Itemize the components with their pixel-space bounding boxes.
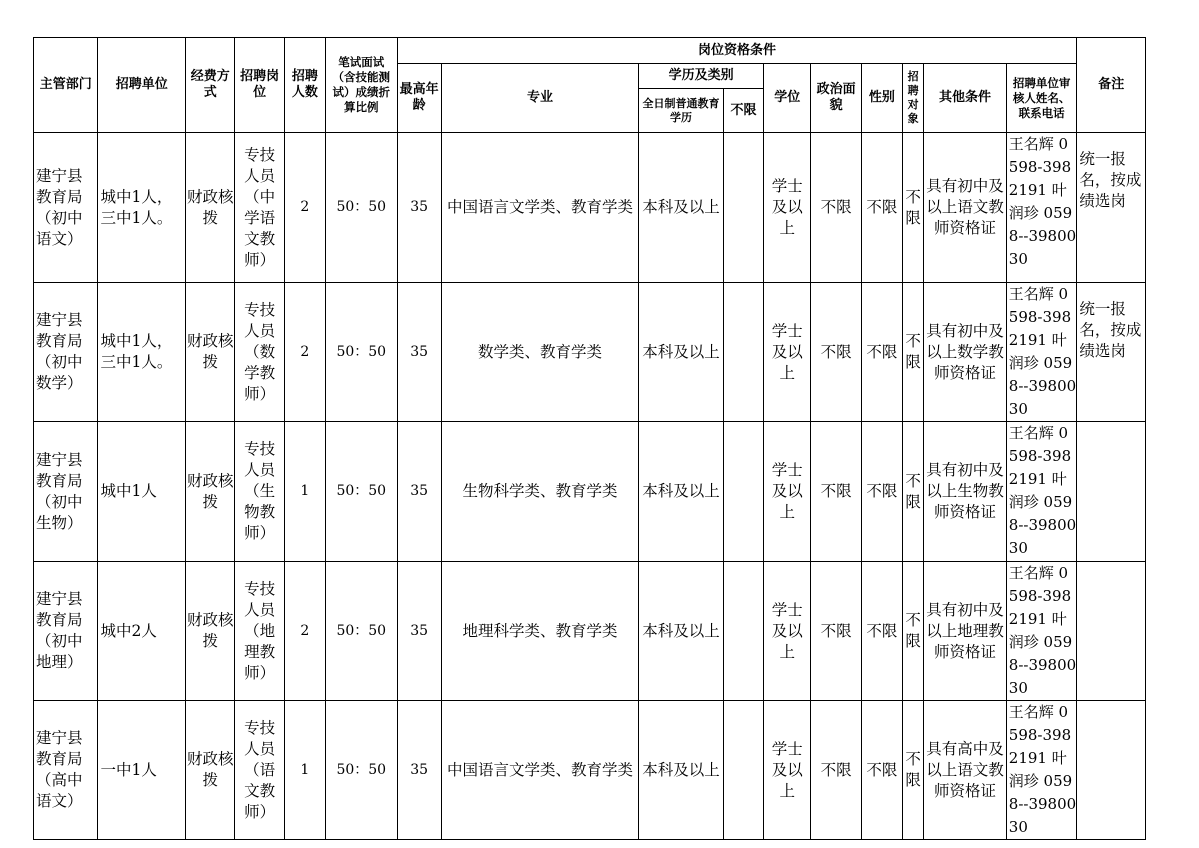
row-degree: 学士及以上: [764, 133, 811, 283]
row-count: 1: [284, 422, 325, 562]
row-other: 具有初中及以上地理教师资格证: [924, 562, 1007, 701]
row-target: 不限: [903, 562, 924, 701]
row-position: 专技人员（中学语文教师）: [235, 133, 284, 283]
row-ratio: 50：50: [326, 133, 398, 283]
row-unlimited: [723, 562, 763, 701]
row-unlimited: [723, 701, 763, 840]
row-political: 不限: [811, 562, 861, 701]
row-position: 专技人员（地理教师）: [235, 562, 284, 701]
row-political: 不限: [811, 701, 861, 840]
row-max-age: 35: [397, 562, 441, 701]
row-political: 不限: [811, 133, 861, 283]
header-qualifications: 岗位资格条件: [397, 38, 1077, 64]
row-other: 具有高中及以上语文教师资格证: [924, 701, 1007, 840]
table-row: [34, 133, 1146, 283]
row-dept: 建宁县教育局（初中语文）: [34, 133, 98, 283]
row-target: 不限: [903, 422, 924, 562]
header-major: 专业: [441, 64, 638, 133]
row-funding: 财政核拨: [186, 562, 235, 701]
row-dept: 建宁县教育局（初中生物）: [34, 422, 98, 562]
row-unlimited: [723, 133, 763, 283]
header-degree: 学位: [764, 64, 811, 133]
table-body: [34, 133, 1146, 840]
row-unit: 一中1人: [98, 701, 186, 840]
row-position: 专技人员（语文教师）: [235, 701, 284, 840]
row-ratio: 50：50: [326, 422, 398, 562]
row-count: 2: [284, 562, 325, 701]
row-unit: 城中1人，三中1人。: [98, 133, 186, 283]
row-unlimited: [723, 283, 763, 422]
row-position: 专技人员（生物教师）: [235, 422, 284, 562]
row-ratio: 50：50: [326, 701, 398, 840]
row-contact: 王名辉 0598-3982191 叶润珍 0598--3980030: [1006, 133, 1077, 283]
header-ratio: 笔试面试（含技能测试）成绩折算比例: [326, 38, 398, 133]
row-target: 不限: [903, 701, 924, 840]
table-header: [34, 38, 1146, 133]
recruitment-table: [33, 37, 1146, 840]
header-reviewer: 招聘单位审核人姓名、联系电话: [1006, 64, 1077, 133]
row-contact: 王名辉 0598-3982191 叶润珍 0598--3980030: [1006, 562, 1077, 701]
header-count: 招聘人数: [284, 38, 325, 133]
row-remarks: [1077, 422, 1146, 562]
row-count: 2: [284, 283, 325, 422]
row-unit: 城中1人，三中1人。: [98, 283, 186, 422]
row-major: 地理科学类、教育学类: [441, 562, 638, 701]
header-dept: 主管部门: [34, 38, 98, 133]
row-major: 中国语言文学类、教育学类: [441, 133, 638, 283]
table-row: [34, 701, 1146, 840]
row-degree: 学士及以上: [764, 422, 811, 562]
row-max-age: 35: [397, 133, 441, 283]
row-gender: 不限: [861, 422, 902, 562]
header-education-group: 学历及类别: [639, 64, 764, 89]
row-fulltime: 本科及以上: [639, 701, 724, 840]
row-remarks: [1077, 562, 1146, 701]
row-other: 具有初中及以上生物教师资格证: [924, 422, 1007, 562]
row-max-age: 35: [397, 422, 441, 562]
row-fulltime: 本科及以上: [639, 562, 724, 701]
row-degree: 学士及以上: [764, 701, 811, 840]
header-max-age: 最高年龄: [397, 64, 441, 133]
row-remarks: 统一报名，按成绩选岗: [1077, 283, 1146, 422]
row-target: 不限: [903, 133, 924, 283]
header-other: 其他条件: [924, 64, 1007, 133]
row-major: 数学类、教育学类: [441, 283, 638, 422]
row-funding: 财政核拨: [186, 133, 235, 283]
row-contact: 王名辉 0598-3982191 叶润珍 0598--3980030: [1006, 422, 1077, 562]
row-fulltime: 本科及以上: [639, 133, 724, 283]
row-contact: 王名辉 0598-3982191 叶润珍 0598--3980030: [1006, 283, 1077, 422]
row-other: 具有初中及以上数学教师资格证: [924, 283, 1007, 422]
row-major: 生物科学类、教育学类: [441, 422, 638, 562]
row-max-age: 35: [397, 283, 441, 422]
row-gender: 不限: [861, 283, 902, 422]
row-remarks: [1077, 701, 1146, 840]
row-gender: 不限: [861, 562, 902, 701]
header-remarks: 备注: [1077, 38, 1146, 133]
row-funding: 财政核拨: [186, 283, 235, 422]
table-row: [34, 422, 1146, 562]
row-contact: 王名辉 0598-3982191 叶润珍 0598--3980030: [1006, 701, 1077, 840]
row-funding: 财政核拨: [186, 701, 235, 840]
header-unlimited: 不限: [723, 89, 763, 133]
row-unit: 城中1人: [98, 422, 186, 562]
header-political: 政治面貌: [811, 64, 861, 133]
row-ratio: 50：50: [326, 283, 398, 422]
row-count: 1: [284, 701, 325, 840]
row-fulltime: 本科及以上: [639, 422, 724, 562]
row-dept: 建宁县教育局（高中语文）: [34, 701, 98, 840]
table-row: [34, 562, 1146, 701]
table-row: [34, 283, 1146, 422]
row-count: 2: [284, 133, 325, 283]
row-funding: 财政核拨: [186, 422, 235, 562]
row-remarks: 统一报名，按成绩选岗: [1077, 133, 1146, 283]
row-unlimited: [723, 422, 763, 562]
row-ratio: 50：50: [326, 562, 398, 701]
row-gender: 不限: [861, 133, 902, 283]
row-other: 具有初中及以上语文教师资格证: [924, 133, 1007, 283]
row-fulltime: 本科及以上: [639, 283, 724, 422]
row-major: 中国语言文学类、教育学类: [441, 701, 638, 840]
row-target: 不限: [903, 283, 924, 422]
header-position: 招聘岗位: [235, 38, 284, 133]
header-gender: 性别: [861, 64, 902, 133]
row-dept: 建宁县教育局（初中数学）: [34, 283, 98, 422]
header-fulltime: 全日制普通教育学历: [639, 89, 724, 133]
row-political: 不限: [811, 283, 861, 422]
row-unit: 城中2人: [98, 562, 186, 701]
row-degree: 学士及以上: [764, 283, 811, 422]
row-gender: 不限: [861, 701, 902, 840]
row-max-age: 35: [397, 701, 441, 840]
row-political: 不限: [811, 422, 861, 562]
header-unit: 招聘单位: [98, 38, 186, 133]
row-degree: 学士及以上: [764, 562, 811, 701]
header-funding: 经费方式: [186, 38, 235, 133]
header-target: 招聘对象: [903, 64, 924, 133]
row-dept: 建宁县教育局（初中地理）: [34, 562, 98, 701]
row-position: 专技人员（数学教师）: [235, 283, 284, 422]
